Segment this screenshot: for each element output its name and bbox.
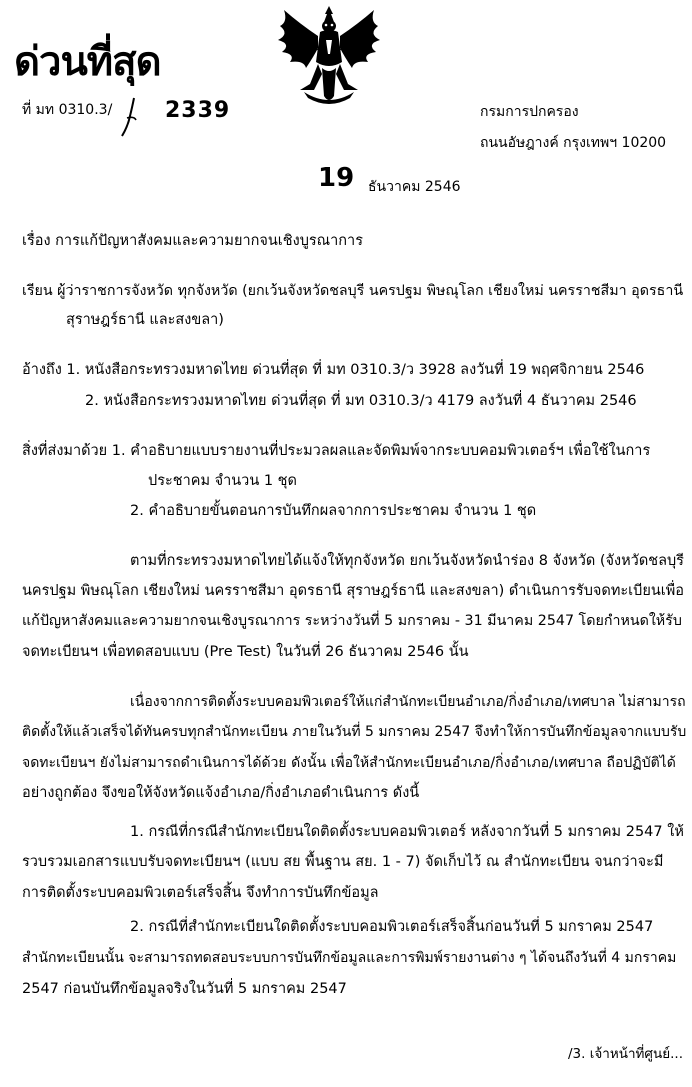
handwritten-mark [118,96,140,138]
recipient-line-1: เรียน ผู้ว่าราชการจังหวัด ทุกจังหวัด (ยกเว้นจังหวัดชลบุรี นครปฐม พิษณุโลก เชียงใหม่ นครราชสีมา อุดรธานี [22,283,684,299]
item-2-line-1: 2. กรณีที่สำนักทะเบียนใดติดตั้งระบบคอมพิวเตอร์เสร็จสิ้นก่อนวันที่ 5 มกราคม 2547 [130,919,654,935]
paragraph-1-line-3: แก้ปัญหาสังคมและความยากจนเชิงบูรณาการ ระหว่างวันที่ 5 มกราคม - 31 มีนาคม 2547 โดยกำหนดให้รับ [22,613,682,629]
organization-name: กรมการปกครอง [480,104,579,120]
subject-line: เรื่อง การแก้ปัญหาสังคมและความยากจนเชิงบูรณาการ [22,233,363,249]
item-1-line-3: การติดตั้งระบบคอมพิวเตอร์เสร็จสิ้น จึงทำการบันทึกข้อมูล [22,885,379,901]
paragraph-2-line-1: เนื่องจากการติดตั้งระบบคอมพิวเตอร์ให้แก่สำนักทะเบียนอำเภอ/กิ่งอำเภอ/เทศบาล ไม่สามารถ [130,694,686,710]
urgency-stamp: ด่วนที่สุด [14,39,161,85]
item-2-line-2: สำนักทะเบียนนั้น จะสามารถทดสอบระบบการบันทึกข้อมูลและการพิมพ์รายงานต่าง ๆ ได้จนถึงวันที่ 4 มกราคม [22,950,677,966]
item-2-line-3: 2547 ก่อนบันทึกข้อมูลจริงในวันที่ 5 มกราคม 2547 [22,981,347,997]
garuda-emblem [270,4,388,108]
item-1-line-1: 1. กรณีที่กรณีสำนักทะเบียนใดติดตั้งระบบคอมพิวเตอร์ หลังจากวันที่ 5 มกราคม 2547 ให้ [130,824,684,840]
enclosure-1-continued: ประชาคม จำนวน 1 ชุด [148,473,297,489]
document-number-value: 2339 [165,98,231,123]
paragraph-2-line-2: ติดตั้งให้แล้วเสร็จได้ทันครบทุกสำนักทะเบียน ภายในวันที่ 5 มกราคม 2547 จึงทำให้การบันทึกข้อมูลจากแบบรับ [22,724,687,740]
paragraph-1-line-2: นครปฐม พิษณุโลก เชียงใหม่ นครราชสีมา อุดรธานี สุราษฎร์ธานี และสงขลา) ดำเนินการรับจดทะเบียนเพื่อ [22,583,684,599]
paragraph-2-line-4: อย่างถูกต้อง จึงขอให้จังหวัดแจ้งอำเภอ/กิ่งอำเภอดำเนินการ ดังนี้ [22,785,420,801]
date-month-year: ธันวาคม 2546 [368,179,461,195]
paragraph-2-line-3: จดทะเบียนฯ ยังไม่สามารถดำเนินการได้ด้วย ดังนั้น เพื่อให้สำนักทะเบียนอำเภอ/กิ่งอำเภอ/เทศบาล ถือปฏิบัติได้ [22,755,676,771]
page-continuation: /3. เจ้าหน้าที่ศูนย์... [568,1046,684,1062]
recipient-line-2: สุราษฎร์ธานี และสงขลา) [66,312,224,328]
item-1-line-2: รวบรวมเอกสารแบบรับจดทะเบียนฯ (แบบ สย พื้นฐาน สย. 1 - 7) จัดเก็บไว้ ณ สำนักทะเบียน จนกว่าจะมี [22,854,664,870]
document-number-label: ที่ มท 0310.3/ [22,102,113,118]
reference-1: อ้างถึง 1. หนังสือกระทรวงมหาดไทย ด่วนที่สุด ที่ มท 0310.3/ว 3928 ลงวันที่ 19 พฤศจิกายน 2546 [22,362,645,378]
paragraph-1-line-4: จดทะเบียนฯ เพื่อทดสอบแบบ (Pre Test) ในวันที่ 26 ธันวาคม 2546 นั้น [22,644,469,660]
date-day: 19 [318,163,355,193]
enclosure-1: สิ่งที่ส่งมาด้วย 1. คำอธิบายแบบรายงานที่ประมวลผลและจัดพิมพ์จากระบบคอมพิวเตอร์ฯ เพื่อใช้ในการ [22,443,651,459]
enclosure-2: 2. คำอธิบายขั้นตอนการบันทึกผลจากการประชาคม จำนวน 1 ชุด [130,503,537,519]
reference-2: 2. หนังสือกระทรวงมหาดไทย ด่วนที่สุด ที่ มท 0310.3/ว 4179 ลงวันที่ 4 ธันวาคม 2546 [85,393,637,409]
organization-address: ถนนอัษฎางค์ กรุงเทพฯ 10200 [480,135,667,151]
paragraph-1-line-1: ตามที่กระทรวงมหาดไทยได้แจ้งให้ทุกจังหวัด ยกเว้นจังหวัดนำร่อง 8 จังหวัด (จังหวัดชลบุรี [130,553,684,569]
